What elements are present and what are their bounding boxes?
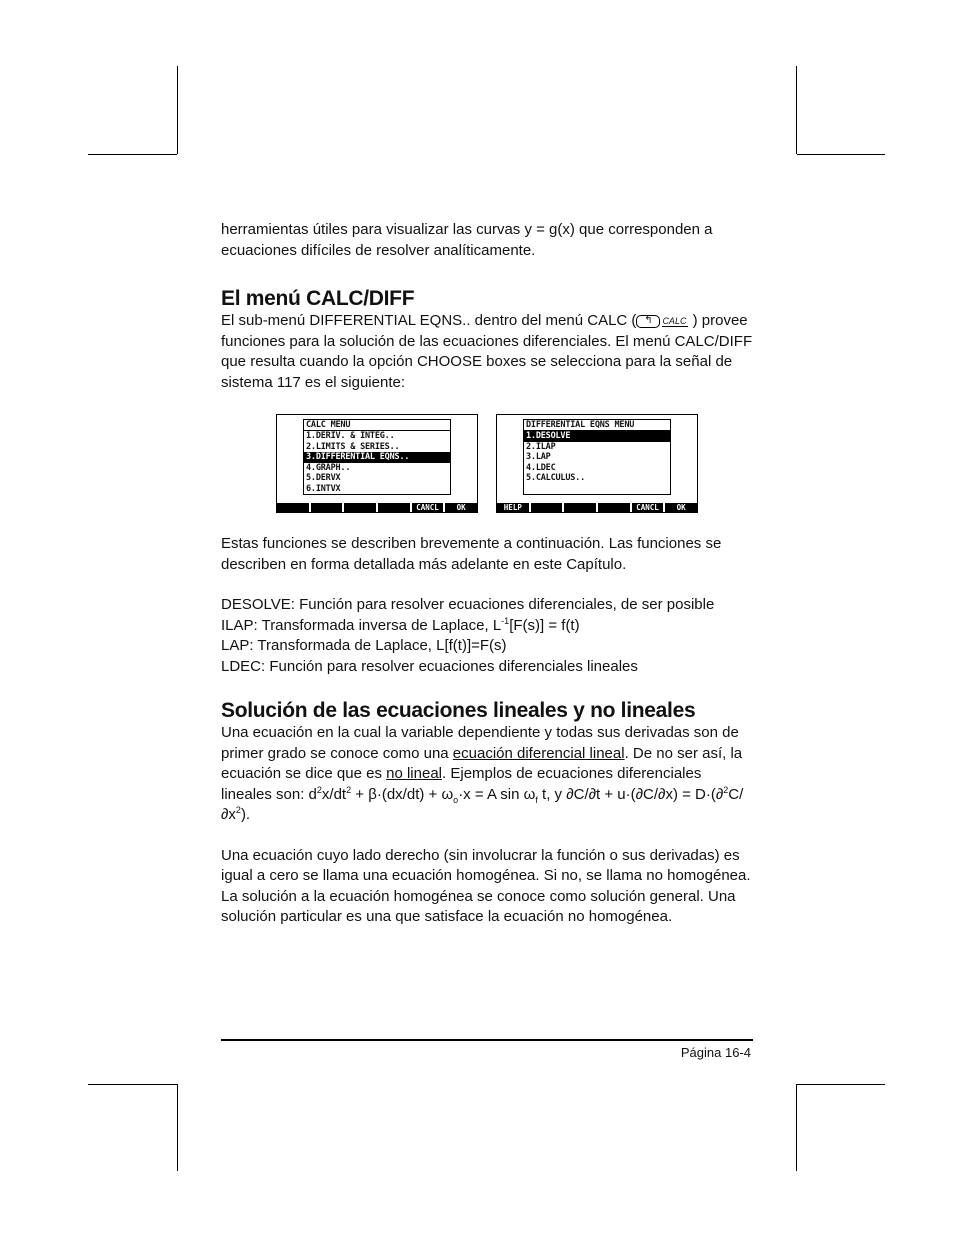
differential-eqns-screen: [496, 414, 698, 513]
diff-menu-box: [523, 419, 671, 495]
menu-item[interactable]: 1.DERIV. & INTEG..: [306, 431, 395, 441]
calc-menu-screen: [276, 414, 478, 513]
page-content-lower: [221, 534, 756, 928]
left-shift-key-icon: ↰: [636, 315, 660, 328]
crop-mark: [177, 1084, 178, 1171]
menu-item[interactable]: 6.INTVX: [306, 483, 341, 494]
crop-mark: [797, 1084, 885, 1085]
term-nonlinear: no lineal: [386, 765, 443, 782]
functions-intro-paragraph: Estas funciones se describen brevemente a continuación. Las funciones se describen en forma detallada más adelante en este Capítulo.: [221, 535, 722, 573]
softkey[interactable]: [598, 503, 632, 512]
softkey[interactable]: [311, 503, 345, 512]
section-heading-linear: Solución de las ecuaciones lineales y no lineales: [221, 699, 696, 722]
softkey[interactable]: [344, 503, 378, 512]
screen-title: DIFFERENTIAL EQNS MENU: [524, 420, 670, 431]
crop-mark: [177, 66, 178, 154]
calc-diff-paragraph: El sub-menú DIFFERENTIAL EQNS.. dentro del menú CALC ( ↰ CALC ) provee funciones para la solución de las ecuaciones diferenciales. El menú CALC/DIFF que resulta cuando la opción CHOOSE boxes se selecciona para la señal de sistema 117 es el siguiente:: [221, 312, 753, 391]
crop-mark: [796, 66, 797, 154]
menu-item[interactable]: 3.LAP: [526, 452, 551, 463]
section-heading-calc-diff: El menú CALC/DIFF: [221, 287, 415, 310]
menu-item[interactable]: 4.LDEC: [526, 462, 556, 473]
softkey-bar: [497, 503, 697, 512]
ilap-line: ILAP: Transformada inversa de Laplace, $L^{-1}[F(s)] = f(t)$: [221, 615, 580, 634]
intro-paragraph: herramientas útiles para visualizar las curvas y = g(x) que corresponden a ecuaciones difíciles de resolver analíticamente.: [221, 221, 713, 259]
crop-mark: [797, 154, 885, 155]
softkey[interactable]: [277, 503, 311, 512]
softkey[interactable]: [378, 503, 412, 512]
term-linear-ode: ecuación diferencial lineal: [452, 744, 625, 762]
screen-title: CALC MENU: [304, 420, 450, 431]
cancel-softkey[interactable]: CANCL: [632, 503, 666, 512]
softkey[interactable]: [531, 503, 565, 512]
crop-mark: [88, 154, 177, 155]
footer-rule: [221, 1039, 753, 1041]
menu-item[interactable]: 2.LIMITS & SERIES..: [306, 441, 400, 452]
calc-menu-box: [303, 419, 451, 495]
softkey[interactable]: [564, 503, 598, 512]
menu-item[interactable]: 5.DERVX: [306, 473, 341, 484]
ldec-line: LDEC: Función para resolver ecuaciones diferenciales lineales: [221, 657, 638, 675]
homogeneous-paragraph: Una ecuación cuyo lado derecho (sin involucrar la función o sus derivadas) es igual a cero se llama una ecuación homogénea. Si no, se llama no homogénea. La solución a la ecuación homogénea se conoce como solución general. Una solución particular es una que satisface la ecuación no homogénea.: [221, 846, 751, 925]
linear-paragraph: Una ecuación en la cual la variable dependiente y todas sus derivadas son de primer grado se conoce como una ecuación diferencial lineal. De no ser así, la ecuación se dice que es no lineal. Ejemplos de ecuaciones diferenciales lineales son: $d^2x/dt^2 + \beta\cdot(dx/dt) + \omega_o\cdot x = A$ $\sin \omega_f$ t, y $\partial C/\partial t + u\cdot(\partial C/\partial x) = D\cdot(\partial^2C/\partial x^2)$.: [221, 724, 744, 823]
page-number: Página 16-4: [680, 1045, 751, 1060]
menu-item[interactable]: 2.ILAP: [526, 441, 556, 452]
crop-mark: [88, 1084, 177, 1085]
menu-item[interactable]: 5.CALCULUS..: [526, 473, 586, 484]
softkey-bar: [277, 503, 477, 512]
lap-line: LAP: Transformada de Laplace, L[f(t)]=F(s): [221, 637, 507, 654]
desolve-line: DESOLVE: Función para resolver ecuaciones diferenciales, de ser posible: [221, 596, 715, 613]
menu-item-selected[interactable]: 1.DESOLVE: [524, 431, 670, 442]
menu-item[interactable]: 4.GRAPH..: [306, 462, 351, 473]
cancel-softkey[interactable]: CANCL: [412, 503, 446, 512]
crop-mark: [796, 1084, 797, 1171]
help-softkey[interactable]: HELP: [497, 503, 531, 512]
ok-softkey[interactable]: OK: [456, 503, 466, 512]
menu-item-selected[interactable]: 3.DIFFERENTIAL EQNS..: [304, 452, 450, 463]
ok-softkey[interactable]: OK: [676, 503, 686, 512]
page-content: [221, 220, 756, 393]
calc-key-label: CALC: [662, 315, 687, 326]
